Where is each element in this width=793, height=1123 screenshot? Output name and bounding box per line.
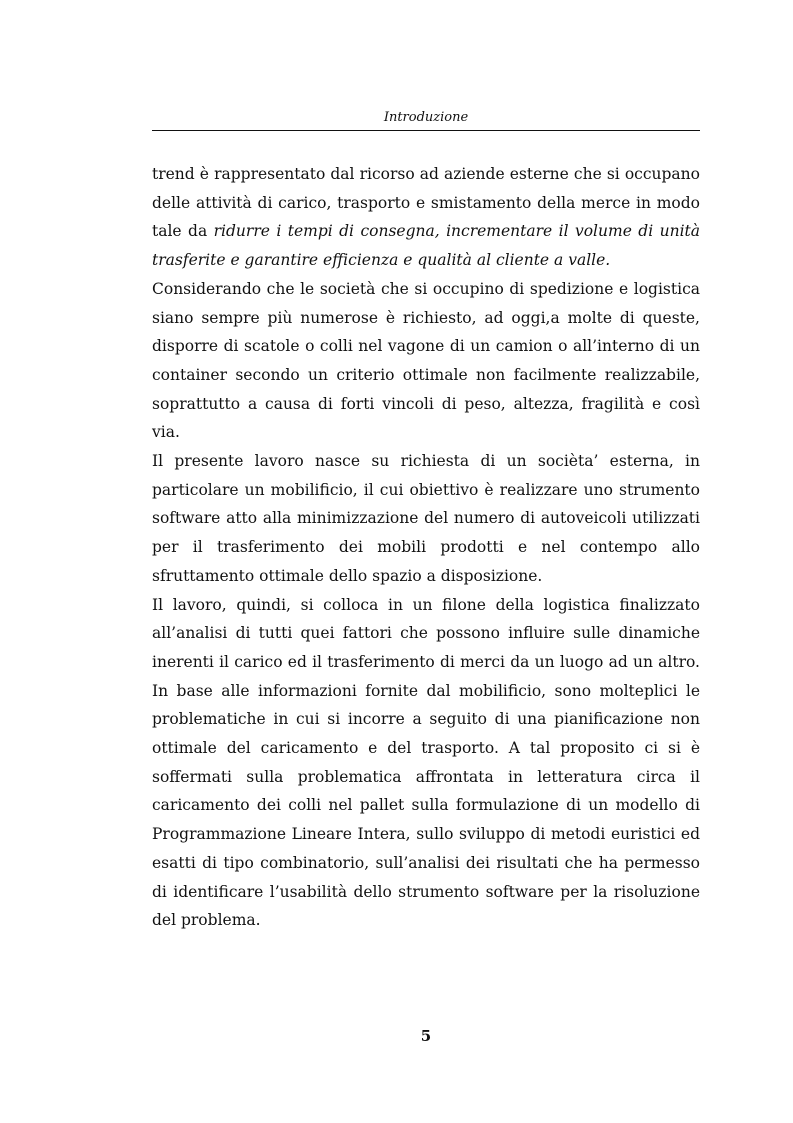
page-number: 5 xyxy=(420,1027,432,1045)
paragraph-1-text: trend è rappresentato dal ricorso ad aziende esterne che si occupano delle attività di carico, trasporto e smistamento della merce in modo tale da xyxy=(152,165,700,241)
paragraph-1-emphasis: ridurre i tempi di consegna, incrementare il volume di unità trasferite e garantire efficienza e qualità al cliente a valle. xyxy=(152,222,701,270)
header-rule xyxy=(152,130,700,131)
running-head-title: Introduzione xyxy=(383,110,469,125)
body-text xyxy=(152,160,700,935)
paragraph-4: Il lavoro, quindi, si colloca in un filone della logistica finalizzato all’analisi di tutti quei fattori che possono influire sulle dinamiche inerenti il carico ed il trasferimento di merci da un luogo ad un altro. In base alle informazioni fornite dal mobilificio, sono molteplici le problematiche in cui si incorre a seguito di una pianificazione non ottimale del caricamento e del trasporto. A tal proposito ci si è soffermati sulla problematica affrontata in letteratura circa il caricamento dei colli nel pallet sulla formulazione di un modello di Programmazione Lineare Intera, sullo sviluppo di metodi euristici ed esatti di tipo combinatorio, sull’analisi dei risultati che ha permesso di identificare l’usabilità dello strumento software per la risoluzione del problema. xyxy=(152,595,700,930)
paragraph-3: Il presente lavoro nasce su richiesta di un socièta’ esterna, in particolare un mobilificio, il cui obiettivo è realizzare uno strumento software atto alla minimizzazione del numero di autoveicoli utilizzati per il trasferimento dei mobili prodotti e nel contempo allo sfruttamento ottimale dello spazio a disposizione. xyxy=(152,452,700,585)
paragraph-1 xyxy=(152,160,700,275)
paragraph-2: Considerando che le società che si occupino di spedizione e logistica siano sempre più numerose è richiesto, ad oggi,a molte di queste, disporre di scatole o colli nel vagone di un camion o all’interno di un container secondo un criterio ottimale non facilmente realizzabile, soprattutto a causa di forti vincoli di peso, altezza, fragilità e così via. xyxy=(152,279,700,442)
